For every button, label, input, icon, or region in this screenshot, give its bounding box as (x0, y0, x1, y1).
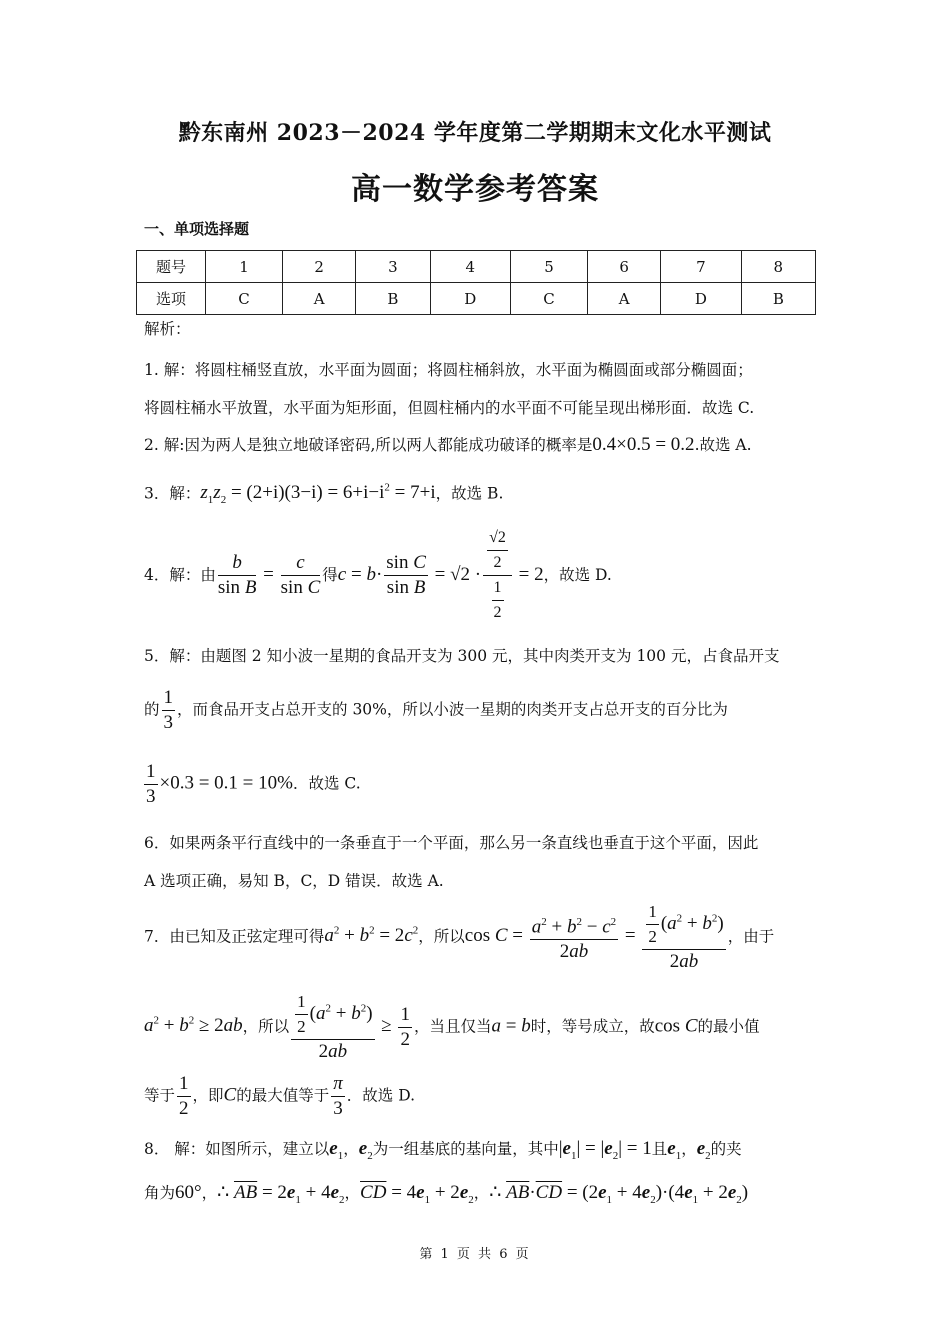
q2-line (144, 434, 752, 456)
page-footer: 第 1 页 共 6 页 (419, 1247, 531, 1262)
q6-line1: 6．如果两条平行直线中的一条垂直于一个平面，那么另一条直线也垂直于这个平面，因此 (144, 834, 759, 852)
q4-formula2: c = b· $\frac{\text{sin C}}{\text{sin B}}$ = √2 · $\frac{\frac{√2}{2}}{\frac{1}{2}}$ = 2 (338, 564, 544, 585)
q7-line3: 等于 $\frac{1}{2}$ ，即C的最大值等于 $\frac{\pi}{3}$ ．故选 D. (144, 1073, 415, 1119)
table-cell: 4 (430, 251, 510, 283)
table-cell: B (356, 283, 430, 315)
table-cell: C (206, 283, 283, 315)
analysis-label: 解析： (144, 320, 191, 338)
q2-tail: .故选 A. (694, 436, 752, 454)
q5-line2: 的 $\frac{1}{3}$ ，而食品开支占总开支的 30%，所以小波一星期的肉类开支占总开支的百分比为 (144, 687, 728, 733)
q2-formula: 0.4×0.5 = 0.2 (592, 434, 695, 455)
q4-tail: ，故选 D. (543, 565, 612, 584)
q4-formula: $\frac{b}{\text{sin B}}$ = $\frac{c}{\text{sin C}}$ (217, 552, 321, 598)
table-cell: 1 (206, 251, 283, 283)
table-cell: 6 (588, 251, 661, 283)
table-cell: C (510, 283, 587, 315)
answer-table (136, 250, 816, 315)
q3-line (144, 477, 503, 511)
q4-prefix: 4．解：由 (144, 565, 216, 584)
q5-line3: $\frac{1}{3}$ ×0.3 = 0.1 = 10%．故选 C. (146, 761, 361, 807)
table-row (137, 251, 816, 283)
q3-prefix: 3．解： (144, 484, 201, 503)
table-header-cell: 选项 (137, 283, 206, 315)
q1-line2: 将圆柱桶水平放置，水平面为矩形面，但圆柱桶内的水平面不可能呈现出梯形面．故选 C. (144, 399, 755, 417)
table-cell: 3 (356, 251, 430, 283)
table-cell: A (283, 283, 356, 315)
q7-line1: 7．由已知及正弦定理可得$a^2 + b^2 = 2c^2$，所以cos C = $\frac{a^2 + b^2 - c^2}{2ab}$ = $\frac{1}{2}$ $(a^2 + b^2)$ 2ab ，由于 (144, 902, 775, 972)
table-row (137, 283, 816, 315)
table-cell: D (430, 283, 510, 315)
q3-tail: ，故选 B. (435, 484, 504, 503)
table-cell: A (588, 283, 661, 315)
table-cell: B (741, 283, 815, 315)
q7-line2: $a^2 + b^2 \ge 2ab$，所以 $\frac{1}{2}$ $(a^2 + b^2)$ 2ab ≥ $\frac{1}{2}$ ，当且仅当a = b时，等号成立，故cos C的最小值 (144, 992, 760, 1062)
q4-line (144, 526, 612, 625)
table-header-cell: 题号 (137, 251, 206, 283)
document-title: 黔东南州 2023－2024 学年度第二学期期末文化水平测试 (178, 120, 772, 146)
q2-text: 2. 解:因为两人是独立地破译密码,所以两人都能成功破译的概率是 (144, 436, 593, 454)
section-heading: 一、单项选择题 (144, 220, 250, 238)
table-cell: 5 (510, 251, 587, 283)
q5-line1: 5．解：由题图 2 知小波一星期的食品开支为 300 元，其中肉类开支为 100 元，占食品开支 (144, 647, 780, 665)
q8-line2: 角为60°，∴ $\overline{AB} = 2e_1 + 4e_2$，$\overline{CD} = 4e_1 + 2e_2$，∴ $\overline{AB}\cdot\overline{CD} = (2e_1 + 4e_2)\cdot(4e_1 + 2e_2)$ (144, 1182, 749, 1206)
document-subtitle: 高一数学参考答案 (351, 172, 599, 207)
table-cell: D (661, 283, 741, 315)
q8-line1: 8． 解：如图所示，建立以$e_1$，$e_2$为一组基底的基向量，其中$|e_1| = |e_2| = 1$且$e_1$，$e_2$的夹 (144, 1138, 742, 1162)
q4-mid: 得 (322, 565, 338, 584)
table-cell: 8 (741, 251, 815, 283)
q6-line2: A 选项正确，易知 B，C，D 错误．故选 A. (144, 872, 444, 890)
q1-line1: 1. 解：将圆柱桶竖直放，水平面为圆面；将圆柱桶斜放，水平面为椭圆面或部分椭圆面； (144, 361, 753, 379)
table-cell: 7 (661, 251, 741, 283)
table-cell: 2 (283, 251, 356, 283)
q3-formula: $z_1z_2 = (2+i)(3-i) = 6+i-i^2 = 7+i$ (200, 482, 436, 507)
